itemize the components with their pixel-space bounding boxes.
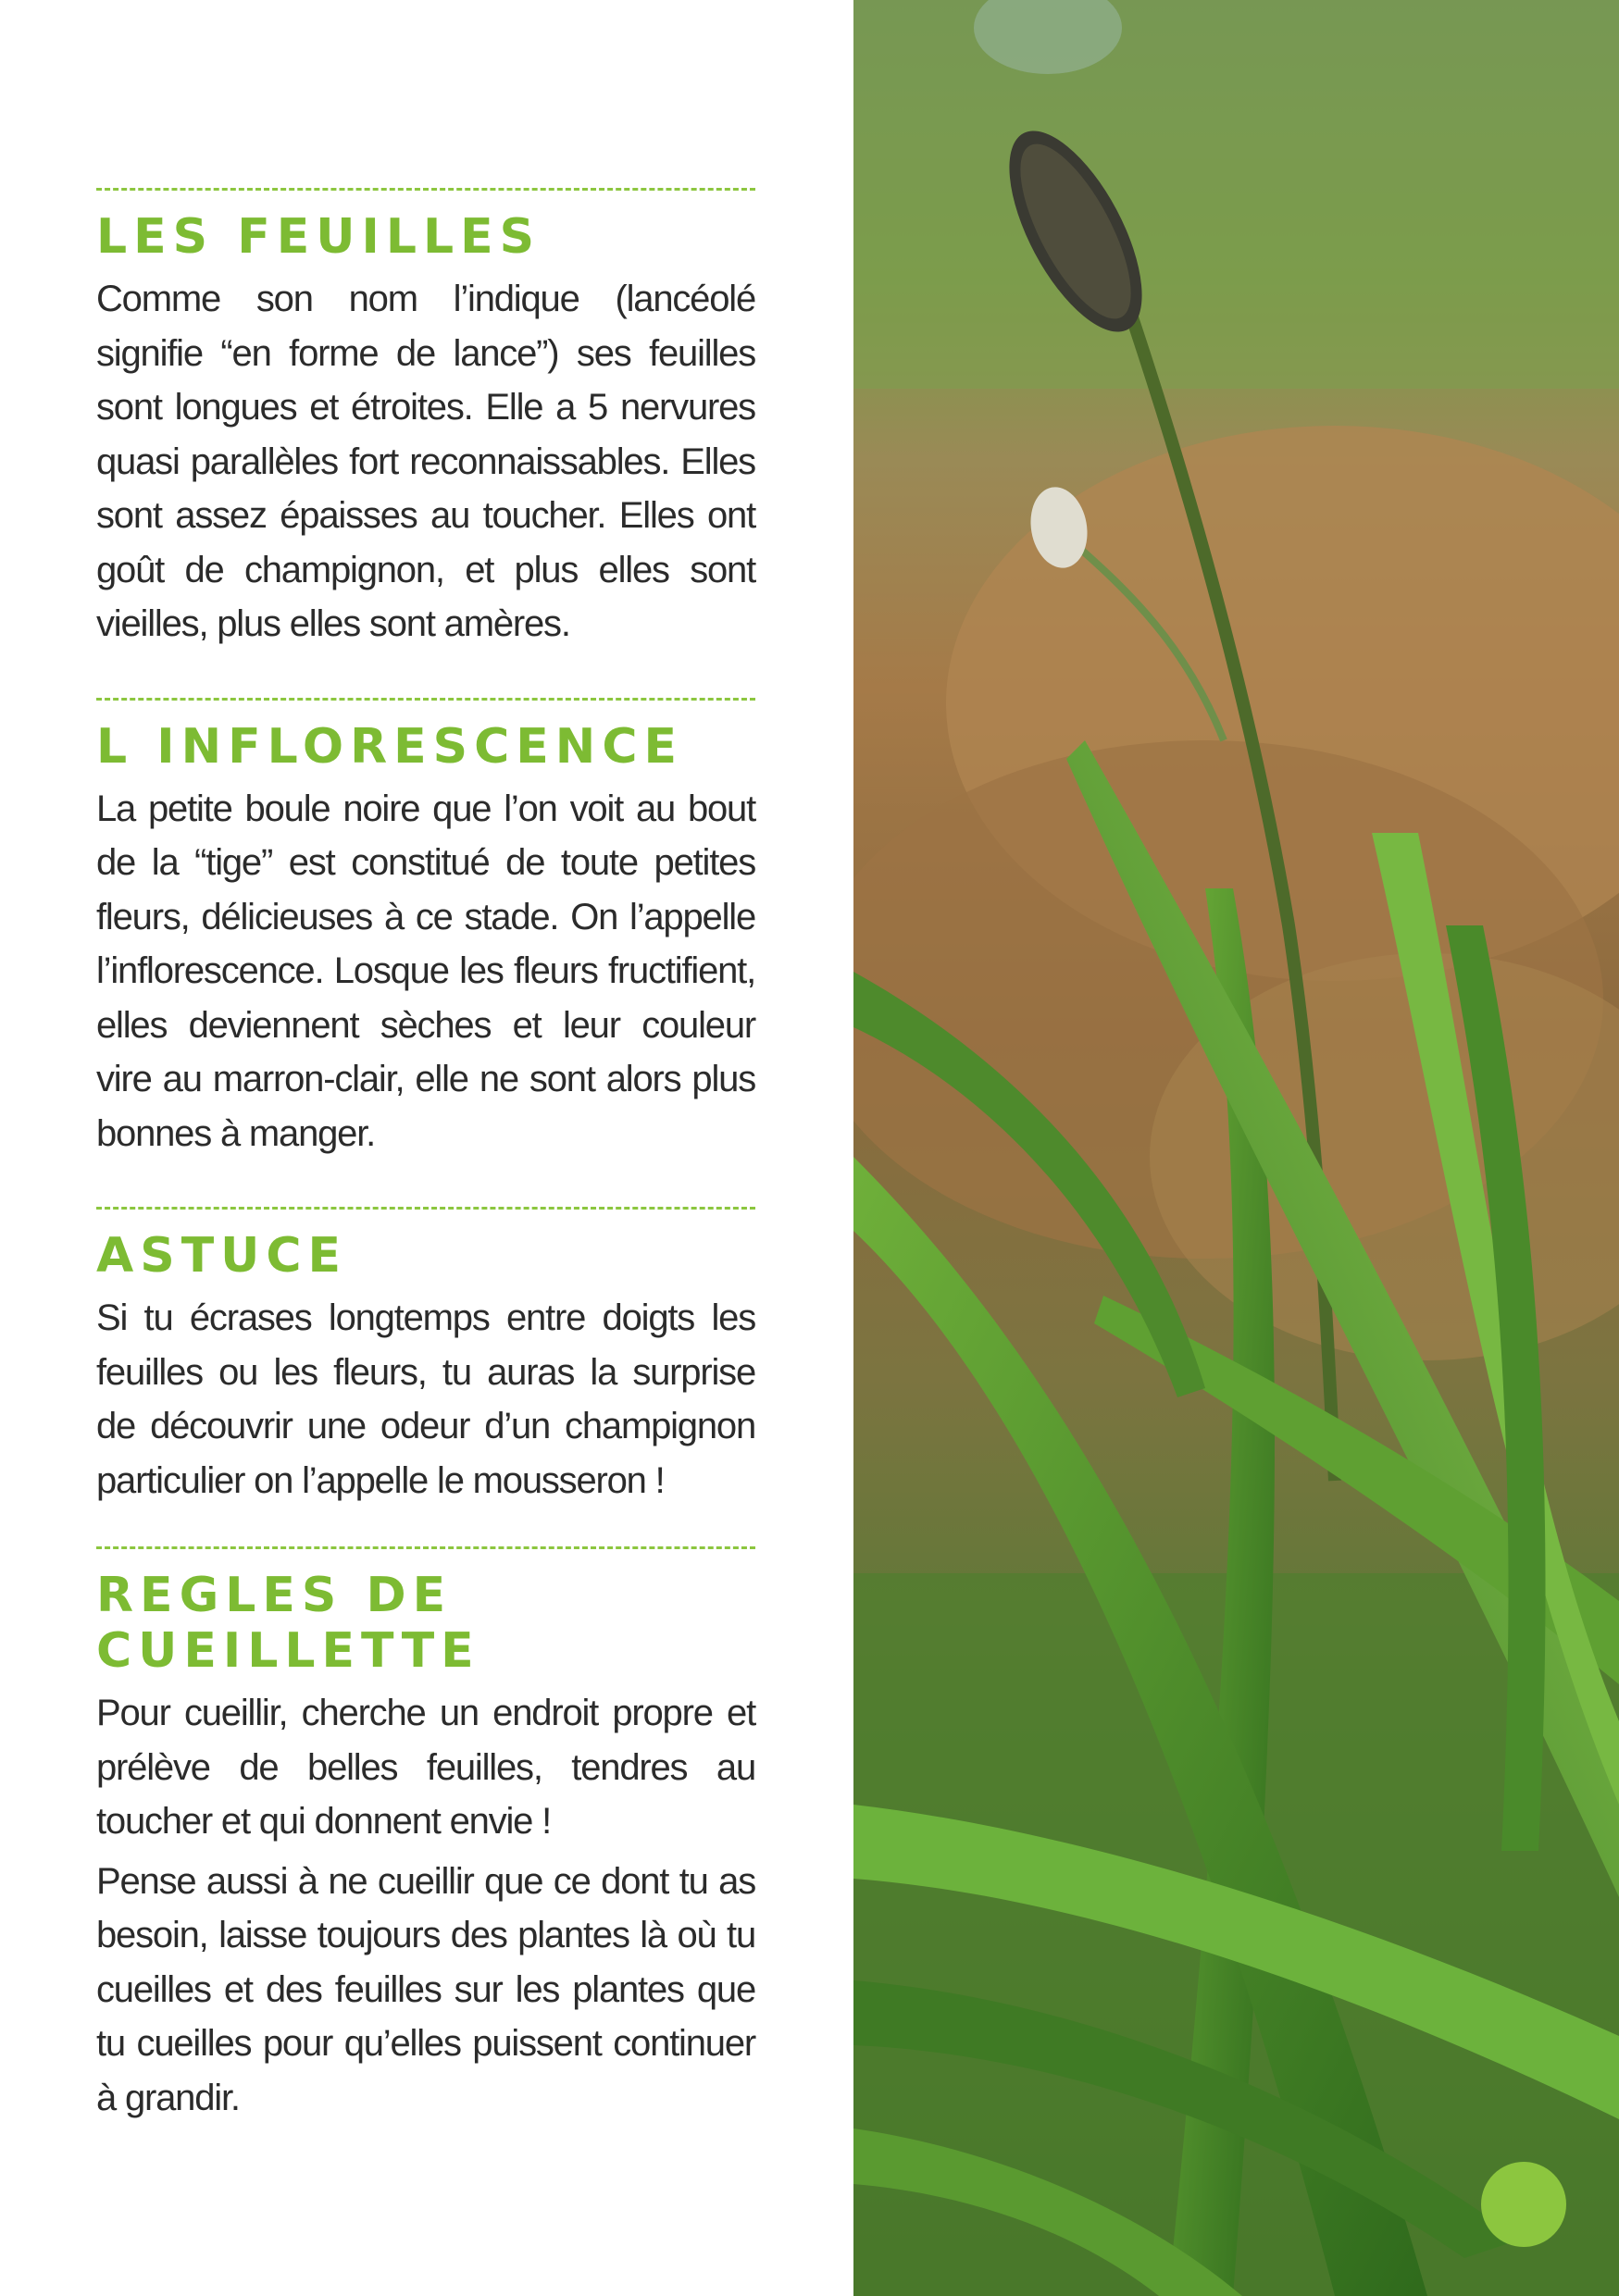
section-divider [96,188,755,191]
section-paragraph: Pense aussi à ne cueillir que ce dont tu as besoin, laisse toujours des plantes là où tu cueilles et des feuilles sur les plantes que tu cueilles pour qu’elles puissent continuer à grandir. [96,1860,755,2118]
text-column [96,188,755,2125]
section-paragraph: La petite boule noire que l’on voit au bout de la “tige” est constitué de toute petites fleurs, délicieuses à ce stade. On l’appelle l’inflorescence. Losque les fleurs fructifient, elles deviennent sèches et leur couleur vire au marron-clair, elle ne sont alors plus bonnes à manger. [96,788,755,1154]
page-indicator-dot [1481,2162,1566,2247]
section-les-feuilles [96,188,755,652]
plantain-photo [853,0,1619,2296]
section-paragraph: Comme son nom l’indique (lancéolé signifie “en forme de lance”) ses feuilles sont longues et étroites. Elle a 5 nervures quasi parallèles fort reconnaissables. Elles sont assez épaisses au toucher. Elles ont goût de champignon, et plus elles sont vieilles, plus elles sont amères. [96,279,755,644]
section-divider [96,1207,755,1210]
section-paragraph: Pour cueillir, cherche un endroit propre et prélève de belles feuilles, tendres au toucher et qui donnent envie ! [96,1693,755,1842]
section-divider [96,1546,755,1549]
section-regles-de-cueillette [96,1546,755,2125]
section-astuce [96,1207,755,1508]
section-divider [96,698,755,701]
section-heading: LES FEUILLES [96,209,542,265]
section-heading: REGLES DE CUEILLETTE [96,1568,480,1679]
section-paragraph: Si tu écrases longtemps entre doigts les feuilles ou les fleurs, tu auras la surprise de découvrir une odeur d’un champignon particulier on l’appelle le mousseron ! [96,1297,755,1501]
section-heading: L INFLORESCENCE [96,718,684,775]
section-inflorescence [96,698,755,1161]
section-heading: ASTUCE [96,1228,348,1284]
